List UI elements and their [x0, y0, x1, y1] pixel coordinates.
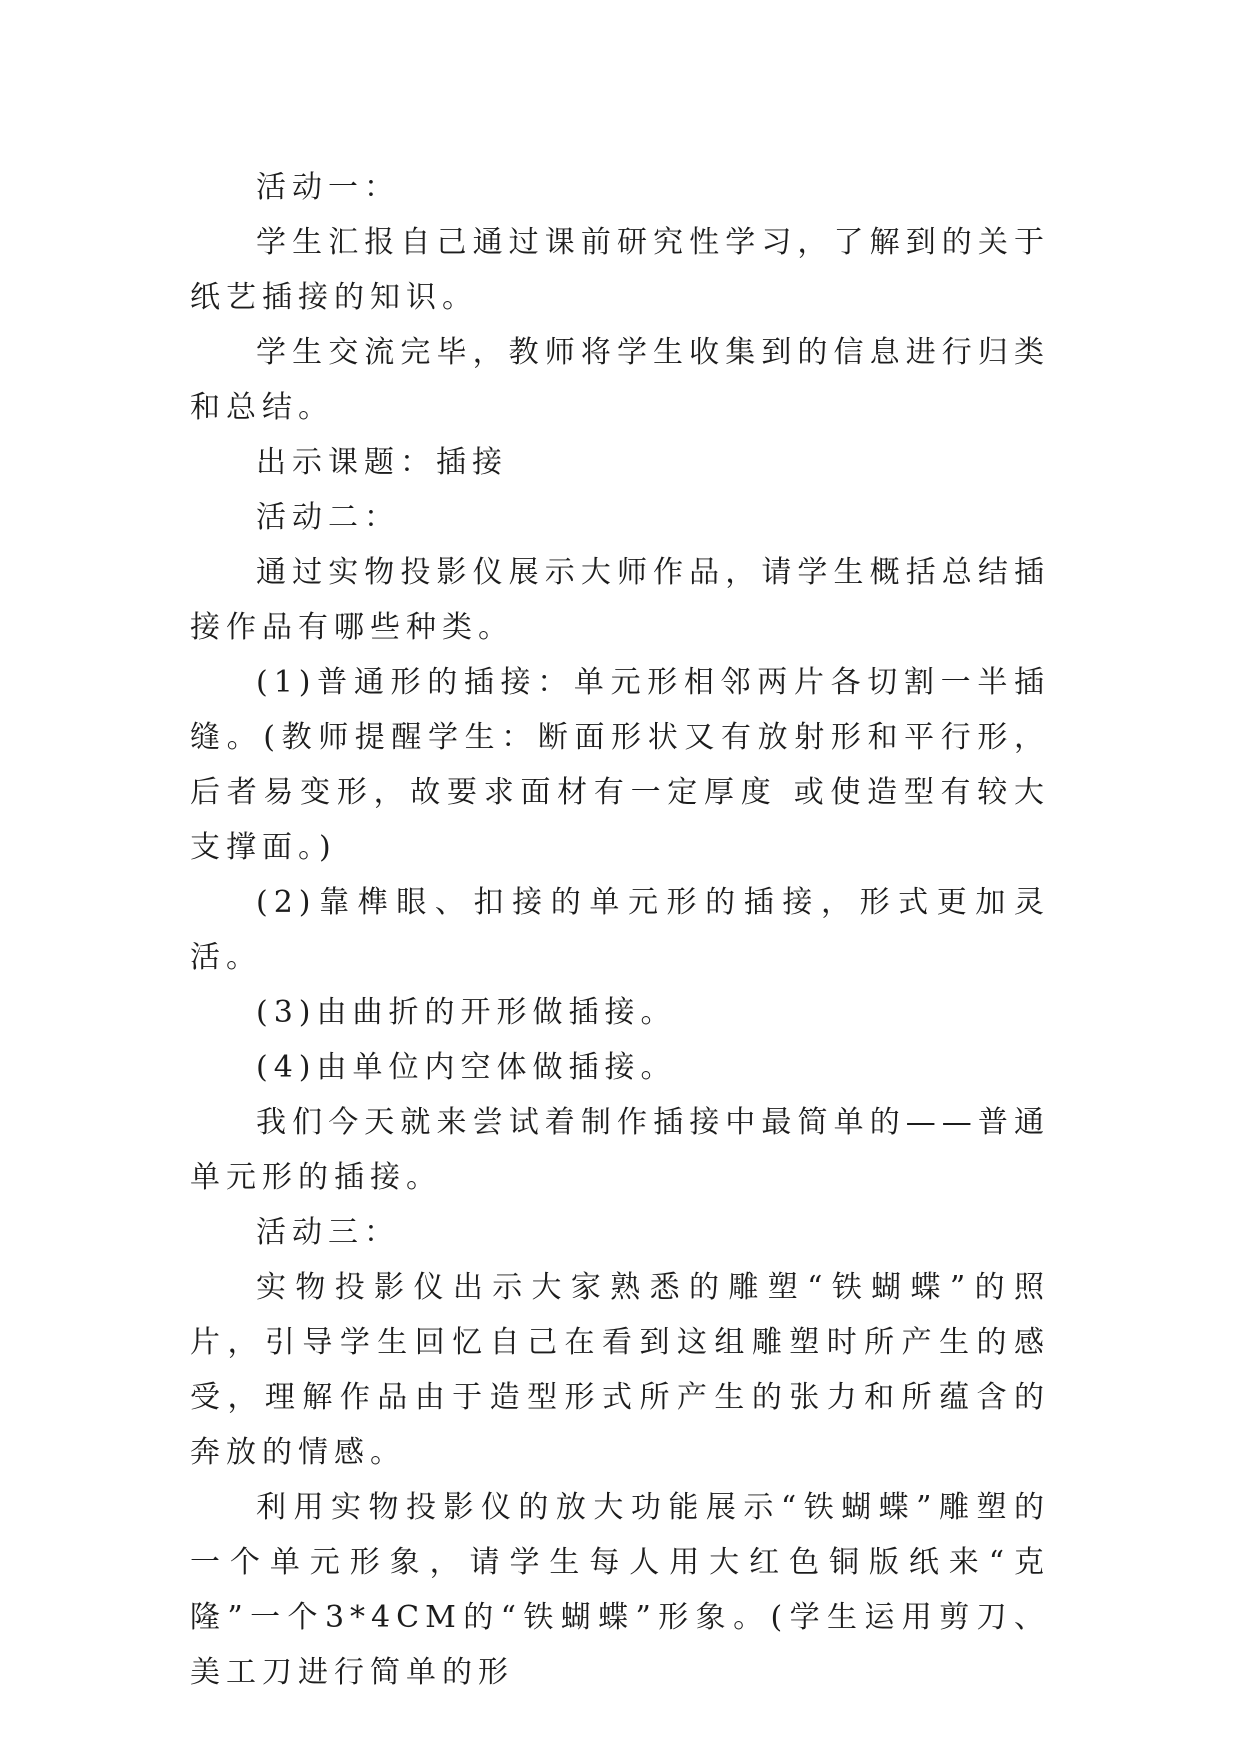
paragraph-today-task: 我们今天就来尝试着制作插接中最简单的——普通单元形的插接。 [190, 1105, 1050, 1195]
paragraph-lesson-title: 出示课题：插接 [256, 445, 508, 480]
paragraph-iron-butterfly: 实物投影仪出示大家熟悉的雕塑“铁蝴蝶”的照片，引导学生回忆自己在看到这组雕塑时所产生的感受，理解作品由于造型形式所产生的张力和所蕴含的奔放的情感。 [190, 1270, 1050, 1470]
heading-activity-3: 活动三： [256, 1215, 400, 1250]
list-item-1: (1)普通形的插接：单元形相邻两片各切割一半插缝。(教师提醒学生：断面形状又有放射形和平行形，后者易变形，故要求面材有一定厚度 或使造型有较大支撑面。) [190, 665, 1050, 865]
paragraph-student-report: 学生汇报自己通过课前研究性学习，了解到的关于纸艺插接的知识。 [190, 225, 1050, 315]
heading-activity-2: 活动二： [256, 500, 400, 535]
list-item-3: (3)由曲折的开形做插接。 [256, 995, 677, 1030]
paragraph-teacher-summary: 学生交流完毕，教师将学生收集到的信息进行归类和总结。 [190, 335, 1050, 425]
paragraph-master-works: 通过实物投影仪展示大师作品，请学生概括总结插接作品有哪些种类。 [190, 555, 1050, 645]
list-item-4: (4)由单位内空体做插接。 [256, 1050, 677, 1085]
document-body [190, 160, 1050, 1700]
paragraph-clone-task: 利用实物投影仪的放大功能展示“铁蝴蝶”雕塑的一个单元形象，请学生每人用大红色铜版纸来“克隆”一个3*4CM的“铁蝴蝶”形象。(学生运用剪刀、美工刀进行简单的形 [190, 1490, 1050, 1690]
list-item-2: (2)靠榫眼、扣接的单元形的插接，形式更加灵活。 [190, 885, 1050, 975]
heading-activity-1: 活动一： [256, 170, 400, 205]
